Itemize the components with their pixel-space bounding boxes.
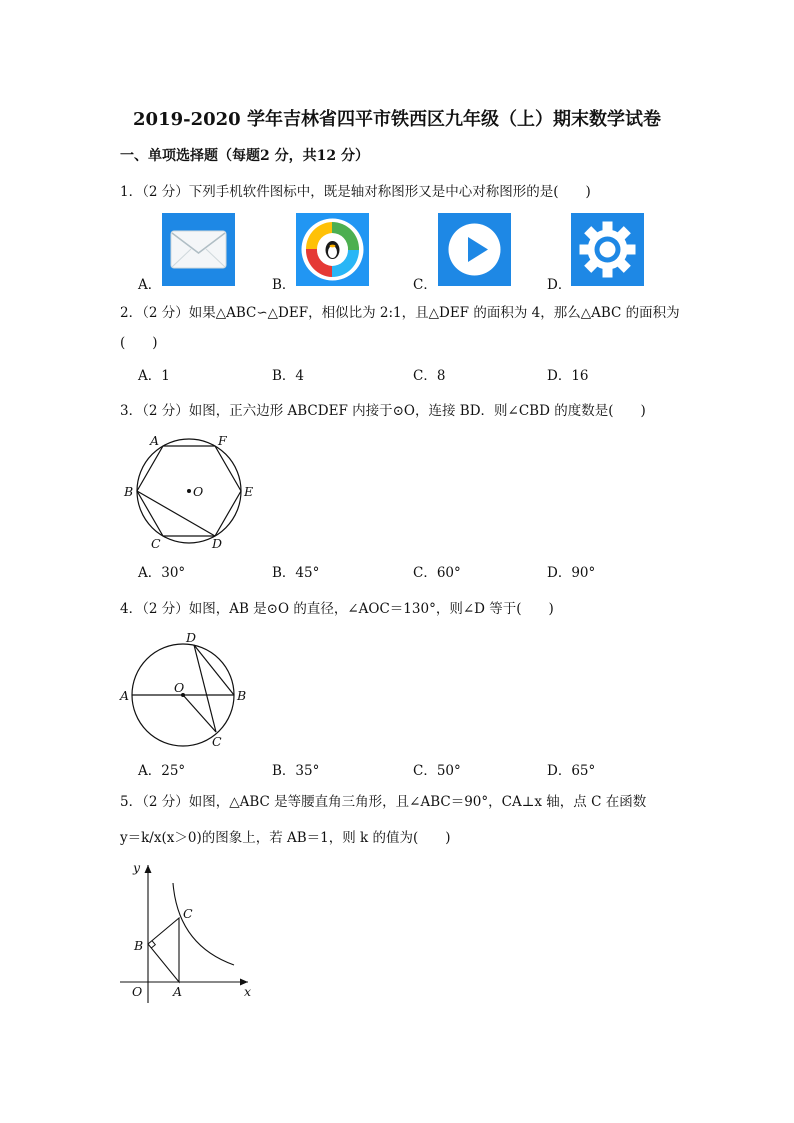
q2-option-a: A．1 (138, 368, 170, 384)
q3-option-a: A．30° (138, 565, 186, 581)
q3-option-c: C．60° (413, 565, 461, 581)
section-heading: 一、单项选择题（每题2 分，共12 分） (120, 148, 369, 164)
q4-option-c: C．50° (413, 763, 461, 779)
label-c: C (212, 734, 222, 749)
q2-option-d: D．16 (547, 368, 589, 384)
label-c: C (183, 906, 193, 921)
question-3-stem: 3．（2 分）如图，正六边形 ABCDEF 内接于⊙O，连接 BD．则∠CBD 的度数是( ) (120, 403, 646, 419)
q1-option-b-label: B． (272, 277, 296, 293)
question-1-stem: 1．（2 分）下列手机软件图标中，既是轴对称图形又是中心对称图形的是( ) (120, 184, 591, 200)
q1-option-c-label: C． (413, 277, 437, 293)
label-x: x (244, 984, 252, 999)
hyperbola-triangle-figure (0, 855, 794, 1005)
label-a: A (120, 688, 130, 703)
q2-option-b: B．4 (272, 368, 305, 384)
label-a: A (173, 984, 183, 999)
label-d: D (186, 630, 197, 645)
label-b: B (124, 484, 134, 499)
label-c: C (151, 536, 161, 551)
label-b: B (237, 688, 247, 703)
question-2-stem-cont: ( ) (120, 335, 158, 351)
page-title: 2019-2020 学年吉林省四平市铁西区九年级（上）期末数学试卷 (133, 109, 661, 130)
hexagon-in-circle-figure (0, 425, 794, 555)
label-e: E (244, 484, 254, 499)
label-o: O (174, 680, 185, 695)
label-f: F (218, 433, 227, 448)
question-5-stem: 5．（2 分）如图，△ABC 是等腰直角三角形，且∠ABC＝90°，CA⊥x 轴，点 C 在函数 (120, 794, 647, 810)
question-5-stem-cont: y＝k/x(x＞0)的图象上，若 AB＝1，则 k 的值为( ) (120, 830, 451, 846)
q1-option-a-label: A． (138, 277, 162, 293)
q4-option-d: D．65° (547, 763, 596, 779)
label-d: D (212, 536, 223, 551)
label-o: O (132, 984, 143, 999)
label-o: O (193, 484, 204, 499)
gear-icon (571, 213, 644, 286)
q4-option-b: B．35° (272, 763, 320, 779)
question-4-stem: 4．（2 分）如图，AB 是⊙O 的直径，∠AOC＝130°，则∠D 等于( ) (120, 601, 554, 617)
envelope-icon (162, 213, 235, 286)
q3-option-d: D．90° (547, 565, 596, 581)
q1-option-d-label: D． (547, 277, 572, 293)
label-a: A (150, 433, 160, 448)
play-icon (438, 213, 511, 286)
label-b: B (134, 938, 144, 953)
circle-diameter-figure (0, 625, 794, 755)
q3-option-b: B．45° (272, 565, 320, 581)
q2-option-c: C．8 (413, 368, 446, 384)
label-y: y (133, 860, 141, 875)
qq-browser-icon (296, 213, 369, 286)
q4-option-a: A．25° (138, 763, 186, 779)
question-2-stem: 2．（2 分）如果△ABC∽△DEF，相似比为 2:1，且△DEF 的面积为 4，那么△ABC 的面积为 (120, 305, 680, 321)
